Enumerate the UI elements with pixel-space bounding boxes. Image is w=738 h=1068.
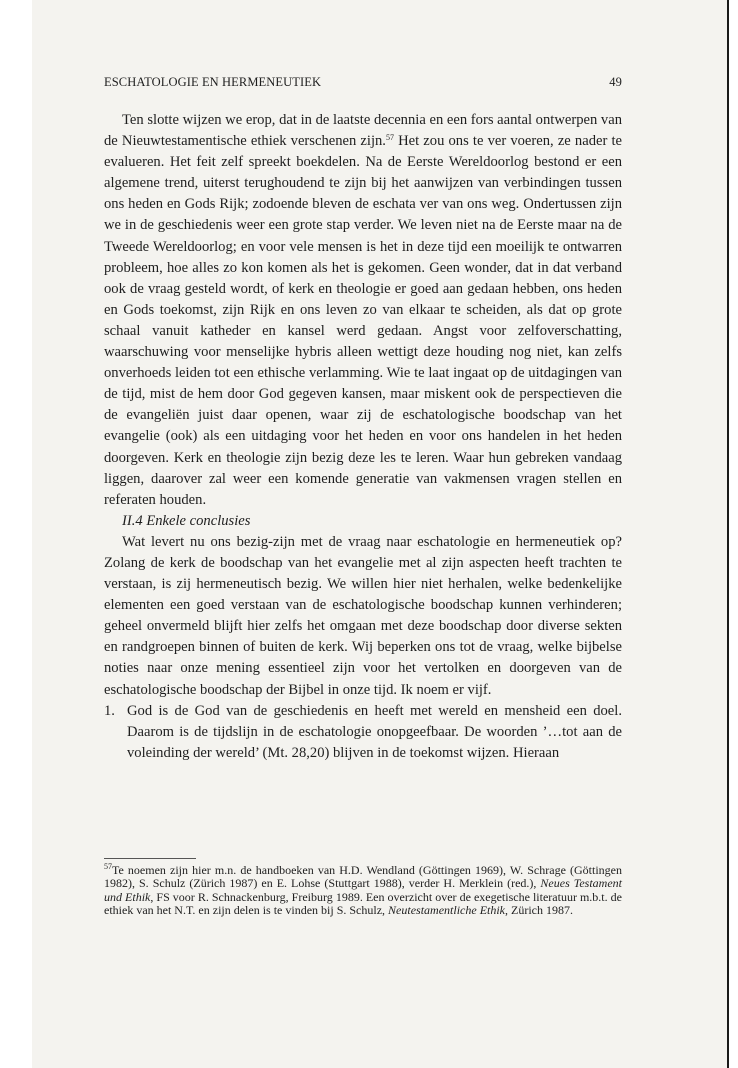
footnote-text-c: , Zürich 1987. bbox=[505, 903, 574, 918]
paragraph-1-start: Ten slotte wijzen we erop, dat in de laatste decennia en een fors aantal ontwerpen van de Nieuwtestamentische ethiek verschenen zijn. bbox=[104, 112, 622, 150]
list-item-text: God is de God van de geschiedenis en heeft met wereld en mensheid een doel. Daarom is de tijdslijn in de eschatologie onopgeefbaar. De woorden ’…tot aan de voleinding der wereld’ (Mt. 28,20) blijven in de toekomst wijzen. Hieraan bbox=[127, 702, 622, 761]
paragraph-1 bbox=[104, 110, 622, 511]
scan-margin-left bbox=[0, 0, 32, 1068]
section-heading: II.4 Enkele conclusies bbox=[122, 512, 251, 529]
footnote-text-b: , FS voor R. Schnackenburg, Freiburg 1989. Een overzicht over de exegetische literatuur m.b.t. de ethiek van het N.T. en zijn delen is te vinden bij S. Schulz, bbox=[104, 889, 623, 918]
paragraph-1-rest: Het zou ons te ver voeren, ze nader te evalueren. Het feit zelf spreekt boekdelen. Na de Eerste Wereldoorlog bestond er een algemene trend, uiterst terughoudend te zijn bij het aanwijzen van verbindingen tussen ons heden en Gods Rijk; zodoende bleven de eschata ver van ons weg. Ondertussen zijn we in de geschiedenis weer een grote stap verder. We leven niet na de Eerste maar na de Tweede Wereldoorlog; en voor vele mensen is het in deze tijd een moeilijk te ontwarren probleem, hoe alles zo kon komen als het is gekomen. Geen wonder, dat in dat verband ook de vraag gesteld wordt, of kerk en theologie er goed aan gedaan hebben, ons heden en Gods toekomst, zijn Rijk en ons leven zo van elkaar te scheiden, als dat op grote schaal vanuit katheder en kansel werd gedaan. Angst voor zelfoverschatting, waarschuwing voor menselijke hybris alleen wettigt deze houding nog niet, kan zelfs onverhoeds leiden tot een ethische verlamming. Wie te laat ingaat op de uitdagingen van de tijd, mist de hem door God gegeven kansen, maar miskent ook de perspectieven die de evangeliën juist daar openen, waar zij de eschatologische boodschap van het evangelie (ook) als een uitdaging voor het heden en voor ons handelen in het heden doorgeven. Kerk en theologie zijn bezig deze les te leren. Waar hun gebreken vandaag liggen, daarover zal weer een komende generatie van vakmensen vragen stellen en referaten houden. bbox=[104, 133, 622, 508]
running-title: ESCHATOLOGIE EN HERMENEUTIEK bbox=[104, 75, 322, 89]
list-number: 1. bbox=[104, 702, 115, 719]
footnote-separator bbox=[104, 858, 196, 859]
page-number: 49 bbox=[609, 75, 622, 89]
footnote-text-a: Te noemen zijn hier m.n. de handboeken van H.D. Wendland (Göttingen 1969), W. Schrage (Göttingen 1982), S. Schulz (Zürich 1987) en E. Lohse (Stuttgart 1988), verder H. Merklein (red.), bbox=[104, 863, 622, 891]
footnote-number: 57 bbox=[104, 862, 112, 871]
footnote-title-2: Neutestamentliche Ethik bbox=[388, 903, 506, 918]
footnote-title-1: Neues Testament und Ethik bbox=[104, 876, 622, 904]
scan-margin-right bbox=[727, 0, 738, 1068]
list-item-1 bbox=[104, 701, 622, 764]
paragraph-2: Wat levert nu ons bezig-zijn met de vraag naar eschatologie en hermeneutiek op? Zolang de kerk de boodschap van het evangelie met al zijn aspecten heeft trachten te verstaan, is zij hermeneutisch bezig. We willen hier niet herhalen, welke bedenkelijke elementen een goed verstaan van de eschatologische boodschap kunnen verhinderen; geheel onvermeld blijft hier zelfs het omgaan met deze boodschap door diverse sekten en randgroepen binnen of buiten de kerk. Wij beperken ons tot de vraag, welke bijbelse noties naar onze mening essentieel zijn voor het vertolken en doorgeven van de eschatologische boodschap der Bijbel in onze tijd. Ik noem er vijf. bbox=[104, 533, 622, 698]
footnote-reference: 57 bbox=[385, 133, 394, 143]
main-text bbox=[104, 110, 622, 764]
footnote-57 bbox=[104, 864, 622, 918]
